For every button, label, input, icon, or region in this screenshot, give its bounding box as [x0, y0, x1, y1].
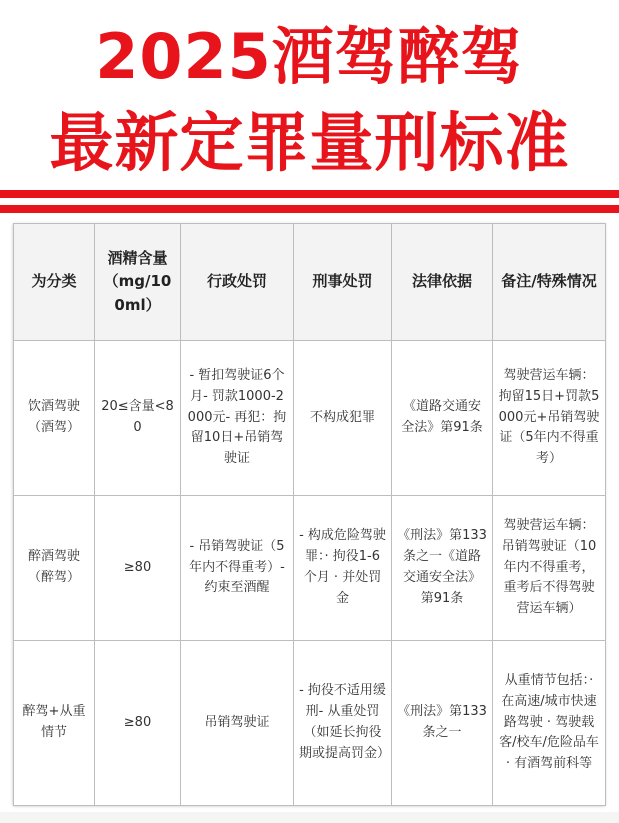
bottom-margin-strip — [0, 812, 619, 823]
header-criminal-penalty: 刑事处罚 — [294, 224, 392, 341]
table-row — [14, 641, 606, 806]
penalty-table — [13, 223, 606, 806]
header-administrative-penalty: 行政处罚 — [181, 224, 294, 341]
title-block — [0, 0, 619, 185]
cell-legal-basis: 《刑法》第133条之一《道路交通安全法》第91条 — [392, 496, 493, 641]
cell-legal-basis: 《道路交通安全法》第91条 — [392, 341, 493, 496]
cell-administrative-penalty: - 暂扣驾驶证6个月- 罚款1000-2000元- 再犯：拘留10日+吊销驾驶证 — [181, 341, 294, 496]
cell-criminal-penalty: - 构成危险驾驶罪：· 拘役1-6个月 · 并处罚金 — [294, 496, 392, 641]
cell-alcohol-content: 20≤含量<80 — [95, 341, 181, 496]
cell-remarks: 从重情节包括：· 在高速/城市快速路驾驶 · 驾驶载客/校车/危险品车 · 有酒驾前科等 — [493, 641, 606, 806]
table-header-row — [14, 224, 606, 341]
table-row — [14, 341, 606, 496]
cell-remarks: 驾驶营运车辆：吊销驾驶证（10年内不得重考，重考后不得驾驶营运车辆） — [493, 496, 606, 641]
red-divider-top — [0, 190, 619, 198]
table-row — [14, 496, 606, 641]
header-category: 为分类 — [14, 224, 95, 341]
cell-administrative-penalty: 吊销驾驶证 — [181, 641, 294, 806]
cell-remarks: 驾驶营运车辆：拘留15日+罚款5000元+吊销驾驶证（5年内不得重考） — [493, 341, 606, 496]
cell-category: 饮酒驾驶 （酒驾） — [14, 341, 95, 496]
cell-criminal-penalty: 不构成犯罪 — [294, 341, 392, 496]
cell-legal-basis: 《刑法》第133条之一 — [392, 641, 493, 806]
page-title-line2: 最新定罪量刑标准 — [49, 107, 570, 181]
header-alcohol-content: 酒精含量（mg/100ml） — [95, 224, 181, 341]
cell-administrative-penalty: - 吊销驾驶证（5年内不得重考）- 约束至酒醒 — [181, 496, 294, 641]
cell-category: 醉驾+从重情节 — [14, 641, 95, 806]
cell-alcohol-content: ≥80 — [95, 496, 181, 641]
red-divider-bottom — [0, 205, 619, 213]
header-legal-basis: 法律依据 — [392, 224, 493, 341]
cell-criminal-penalty: - 拘役不适用缓刑- 从重处罚（如延长拘役期或提高罚金） — [294, 641, 392, 806]
header-remarks: 备注/特殊情况 — [493, 224, 606, 341]
penalty-table-container — [13, 223, 605, 805]
cell-alcohol-content: ≥80 — [95, 641, 181, 806]
page-title-line1: 2025酒驾醉驾 — [95, 20, 524, 93]
cell-category: 醉酒驾驶 （醉驾） — [14, 496, 95, 641]
